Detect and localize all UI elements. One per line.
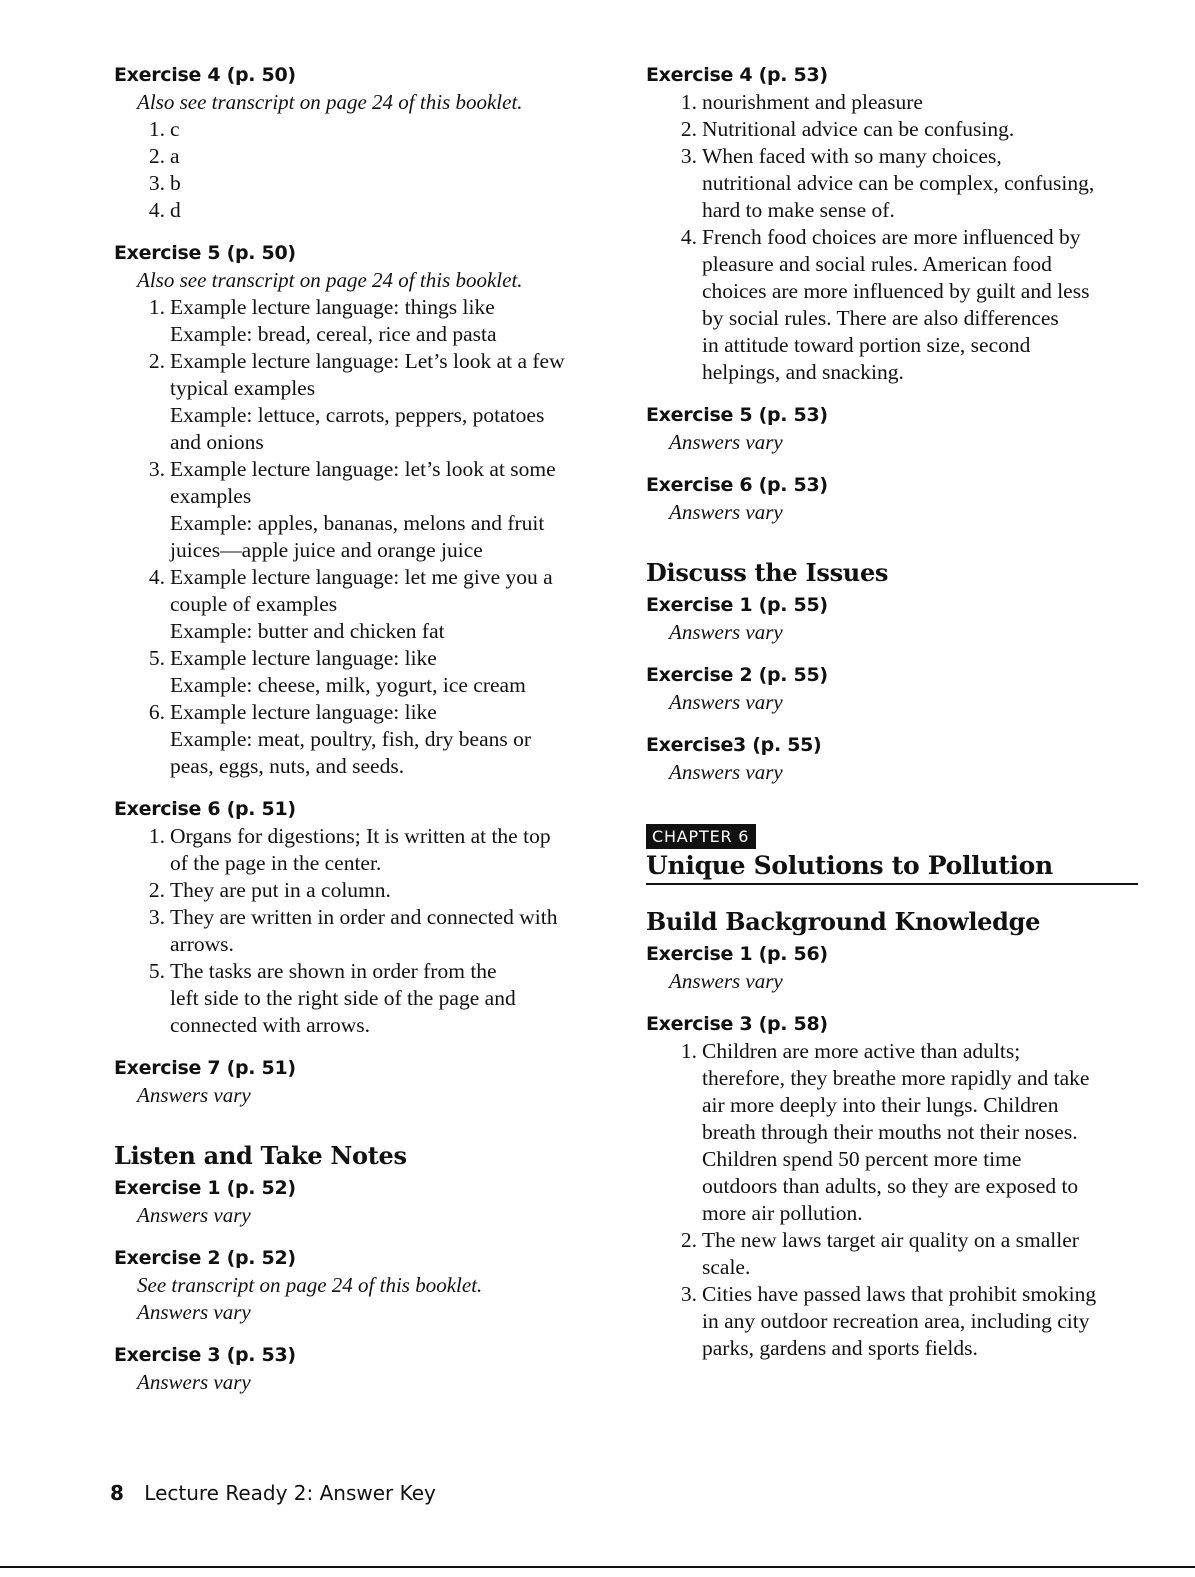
item-number: 3. — [680, 1282, 697, 1306]
exercise-heading: Exercise 4 (p. 53) — [646, 64, 828, 86]
exercise-answer: Answers vary — [669, 760, 783, 784]
left-section-exercises — [114, 1175, 604, 1396]
exercise-heading: Exercise 3 (p. 53) — [114, 1344, 296, 1366]
exercise-heading: Exercise3 (p. 55) — [646, 734, 822, 756]
answer-item — [646, 1227, 1138, 1281]
chapter-title: Unique Solutions to Pollution — [646, 849, 1138, 885]
answer-item — [646, 1281, 1138, 1362]
item-line: breath through their mouths not their noses. — [702, 1120, 1078, 1144]
exercise — [646, 941, 1138, 995]
answer-list — [646, 89, 1138, 386]
answer-item — [114, 823, 604, 877]
item-line: helpings, and snacking. — [702, 360, 904, 384]
item-line: Example: butter and chicken fat — [170, 619, 445, 643]
exercise — [646, 1011, 1138, 1362]
item-number: 4. — [148, 198, 165, 222]
exercise-heading: Exercise 3 (p. 58) — [646, 1013, 828, 1035]
exercise-heading: Exercise 5 (p. 53) — [646, 404, 828, 426]
answer-item — [114, 197, 604, 224]
item-line: Example lecture language: let’s look at some — [170, 457, 556, 481]
item-line: parks, gardens and sports fields. — [702, 1336, 978, 1360]
item-text — [702, 89, 1138, 116]
item-line: couple of examples — [170, 592, 338, 616]
item-line: left side to the right side of the page and — [170, 986, 516, 1010]
item-line: French food choices are more influenced by — [702, 225, 1081, 249]
item-line: They are put in a column. — [170, 878, 391, 902]
exercise — [114, 1342, 604, 1396]
exercise-answer: Answers vary — [137, 1083, 251, 1107]
item-text — [702, 116, 1138, 143]
exercise-answer: Answers vary — [137, 1300, 251, 1324]
exercise-note: See transcript on page 24 of this booklet. — [137, 1273, 483, 1297]
item-line: peas, eggs, nuts, and seeds. — [170, 754, 405, 778]
exercise — [114, 796, 604, 1039]
item-number: 5. — [148, 646, 165, 670]
answer-item — [114, 294, 604, 348]
item-line: juices—apple juice and orange juice — [170, 538, 483, 562]
item-number: 2. — [148, 349, 165, 373]
item-line: more air pollution. — [702, 1201, 863, 1225]
exercise-heading: Exercise 2 (p. 55) — [646, 664, 828, 686]
item-number: 3. — [148, 171, 165, 195]
exercise-answer: Answers vary — [137, 1370, 251, 1394]
item-number: 4. — [148, 565, 165, 589]
section-heading-build: Build Background Knowledge — [646, 907, 1041, 936]
page-number: 8 — [110, 1481, 124, 1505]
item-text — [170, 699, 604, 780]
answer-item — [114, 143, 604, 170]
exercise — [114, 1175, 604, 1229]
bottom-rule — [0, 1566, 1195, 1568]
exercise-note: Also see transcript on page 24 of this booklet. — [137, 268, 523, 292]
answer-item — [114, 645, 604, 699]
right-column — [646, 62, 1138, 1378]
item-line: c — [170, 117, 180, 141]
exercise-answer: Answers vary — [669, 620, 783, 644]
item-line: Example: meat, poultry, fish, dry beans or — [170, 727, 532, 751]
exercise-heading: Exercise 1 (p. 52) — [114, 1177, 296, 1199]
item-line: choices are more influenced by guilt and less — [702, 279, 1090, 303]
item-text — [170, 564, 604, 645]
exercise — [646, 402, 1138, 456]
item-text — [170, 645, 604, 699]
exercise-heading: Exercise 5 (p. 50) — [114, 242, 296, 264]
item-text — [170, 197, 604, 224]
item-line: nutritional advice can be complex, confusing, — [702, 171, 1095, 195]
item-line: Example lecture language: like — [170, 646, 437, 670]
right-exercises — [646, 62, 1138, 526]
item-text — [702, 143, 1138, 224]
exercise-heading: Exercise 4 (p. 50) — [114, 64, 296, 86]
item-line: d — [170, 198, 181, 222]
item-line: typical examples — [170, 376, 316, 400]
item-text — [170, 348, 604, 456]
item-line: by social rules. There are also differences — [702, 306, 1059, 330]
item-text — [170, 294, 604, 348]
exercise-answer: Answers vary — [137, 1203, 251, 1227]
answer-item — [114, 456, 604, 564]
exercise — [646, 472, 1138, 526]
chapter-exercises — [646, 941, 1138, 1362]
page-footer — [110, 1481, 436, 1505]
exercise-note: Also see transcript on page 24 of this booklet. — [137, 90, 523, 114]
item-line: They are written in order and connected with — [170, 905, 558, 929]
item-text — [170, 143, 604, 170]
item-line: in attitude toward portion size, second — [702, 333, 1031, 357]
item-line: air more deeply into their lungs. Children — [702, 1093, 1059, 1117]
exercise — [646, 662, 1138, 716]
item-number: 3. — [148, 905, 165, 929]
section-heading-listen: Listen and Take Notes — [114, 1141, 407, 1170]
exercise-answer: Answers vary — [669, 500, 783, 524]
item-line: Example lecture language: things like — [170, 295, 495, 319]
exercise — [114, 1055, 604, 1109]
item-line: Nutritional advice can be confusing. — [702, 117, 1015, 141]
item-line: nourishment and pleasure — [702, 90, 923, 114]
item-line: When faced with so many choices, — [702, 144, 1002, 168]
item-number: 2. — [148, 878, 165, 902]
item-text — [170, 823, 604, 877]
item-line: arrows. — [170, 932, 234, 956]
item-line: Example lecture language: Let’s look at a few — [170, 349, 565, 373]
item-line: connected with arrows. — [170, 1013, 370, 1037]
exercise-heading: Exercise 2 (p. 52) — [114, 1247, 296, 1269]
exercise — [114, 240, 604, 780]
item-line: The tasks are shown in order from the — [170, 959, 497, 983]
answer-item — [646, 1038, 1138, 1227]
item-number: 3. — [148, 457, 165, 481]
exercise-heading: Exercise 1 (p. 55) — [646, 594, 828, 616]
item-text — [702, 1227, 1138, 1281]
answer-list — [114, 294, 604, 780]
item-line: Children are more active than adults; — [702, 1039, 1021, 1063]
item-line: and onions — [170, 430, 264, 454]
item-line: hard to make sense of. — [702, 198, 895, 222]
right-section-exercises — [646, 592, 1138, 786]
chapter-badge: CHAPTER 6 — [646, 824, 756, 849]
item-number: 2. — [680, 117, 697, 141]
item-number: 1. — [148, 824, 165, 848]
answer-item — [646, 116, 1138, 143]
exercise — [114, 1245, 604, 1326]
item-line: in any outdoor recreation area, including city — [702, 1309, 1090, 1333]
item-line: Example: cheese, milk, yogurt, ice cream — [170, 673, 526, 697]
item-line: scale. — [702, 1255, 751, 1279]
item-line: The new laws target air quality on a smaller — [702, 1228, 1079, 1252]
exercise-heading: Exercise 1 (p. 56) — [646, 943, 828, 965]
item-text — [170, 116, 604, 143]
item-number: 4. — [680, 225, 697, 249]
left-exercises — [114, 62, 604, 1109]
item-line: Example: lettuce, carrots, peppers, potatoes — [170, 403, 545, 427]
item-line: Organs for digestions; It is written at the top — [170, 824, 551, 848]
answer-list — [646, 1038, 1138, 1362]
item-line: b — [170, 171, 181, 195]
item-line: examples — [170, 484, 252, 508]
item-text — [702, 1281, 1138, 1362]
answer-item — [646, 224, 1138, 386]
item-line: Children spend 50 percent more time — [702, 1147, 1022, 1171]
item-number: 1. — [680, 1039, 697, 1063]
answer-item — [114, 116, 604, 143]
item-line: therefore, they breathe more rapidly and take — [702, 1066, 1090, 1090]
answer-item — [114, 877, 604, 904]
item-number: 1. — [148, 295, 165, 319]
section-heading-discuss: Discuss the Issues — [646, 558, 889, 587]
item-text — [170, 877, 604, 904]
answer-item — [114, 348, 604, 456]
exercise-heading: Exercise 7 (p. 51) — [114, 1057, 296, 1079]
item-line: Example: bread, cereal, rice and pasta — [170, 322, 497, 346]
item-number: 2. — [680, 1228, 697, 1252]
item-text — [702, 1038, 1138, 1227]
exercise — [114, 62, 604, 224]
item-number: 6. — [148, 700, 165, 724]
item-line: Example: apples, bananas, melons and fruit — [170, 511, 545, 535]
answer-item — [646, 89, 1138, 116]
item-number: 5. — [148, 959, 165, 983]
footer-title: Lecture Ready 2: Answer Key — [144, 1481, 436, 1505]
exercise-answer: Answers vary — [669, 969, 783, 993]
item-line: Example lecture language: like — [170, 700, 437, 724]
item-line: Cities have passed laws that prohibit smoking — [702, 1282, 1097, 1306]
left-column — [114, 62, 604, 1412]
answer-item — [114, 699, 604, 780]
item-line: of the page in the center. — [170, 851, 382, 875]
item-number: 2. — [148, 144, 165, 168]
item-number: 1. — [148, 117, 165, 141]
item-text — [170, 456, 604, 564]
answer-item — [114, 904, 604, 958]
item-text — [170, 958, 604, 1039]
exercise-heading: Exercise 6 (p. 53) — [646, 474, 828, 496]
answer-item — [114, 564, 604, 645]
exercise — [646, 592, 1138, 646]
answer-list — [114, 823, 604, 1039]
item-number: 1. — [680, 90, 697, 114]
exercise — [646, 62, 1138, 386]
item-line: outdoors than adults, so they are exposed to — [702, 1174, 1079, 1198]
exercise-heading: Exercise 6 (p. 51) — [114, 798, 296, 820]
item-line: a — [170, 144, 180, 168]
answer-item — [646, 143, 1138, 224]
answer-item — [114, 170, 604, 197]
exercise-answer: Answers vary — [669, 430, 783, 454]
item-text — [170, 904, 604, 958]
item-line: Example lecture language: let me give you a — [170, 565, 553, 589]
item-number: 3. — [680, 144, 697, 168]
answer-list — [114, 116, 604, 224]
exercise — [646, 732, 1138, 786]
item-text — [170, 170, 604, 197]
exercise-answer: Answers vary — [669, 690, 783, 714]
item-text — [702, 224, 1138, 386]
item-line: pleasure and social rules. American food — [702, 252, 1052, 276]
answer-item — [114, 958, 604, 1039]
